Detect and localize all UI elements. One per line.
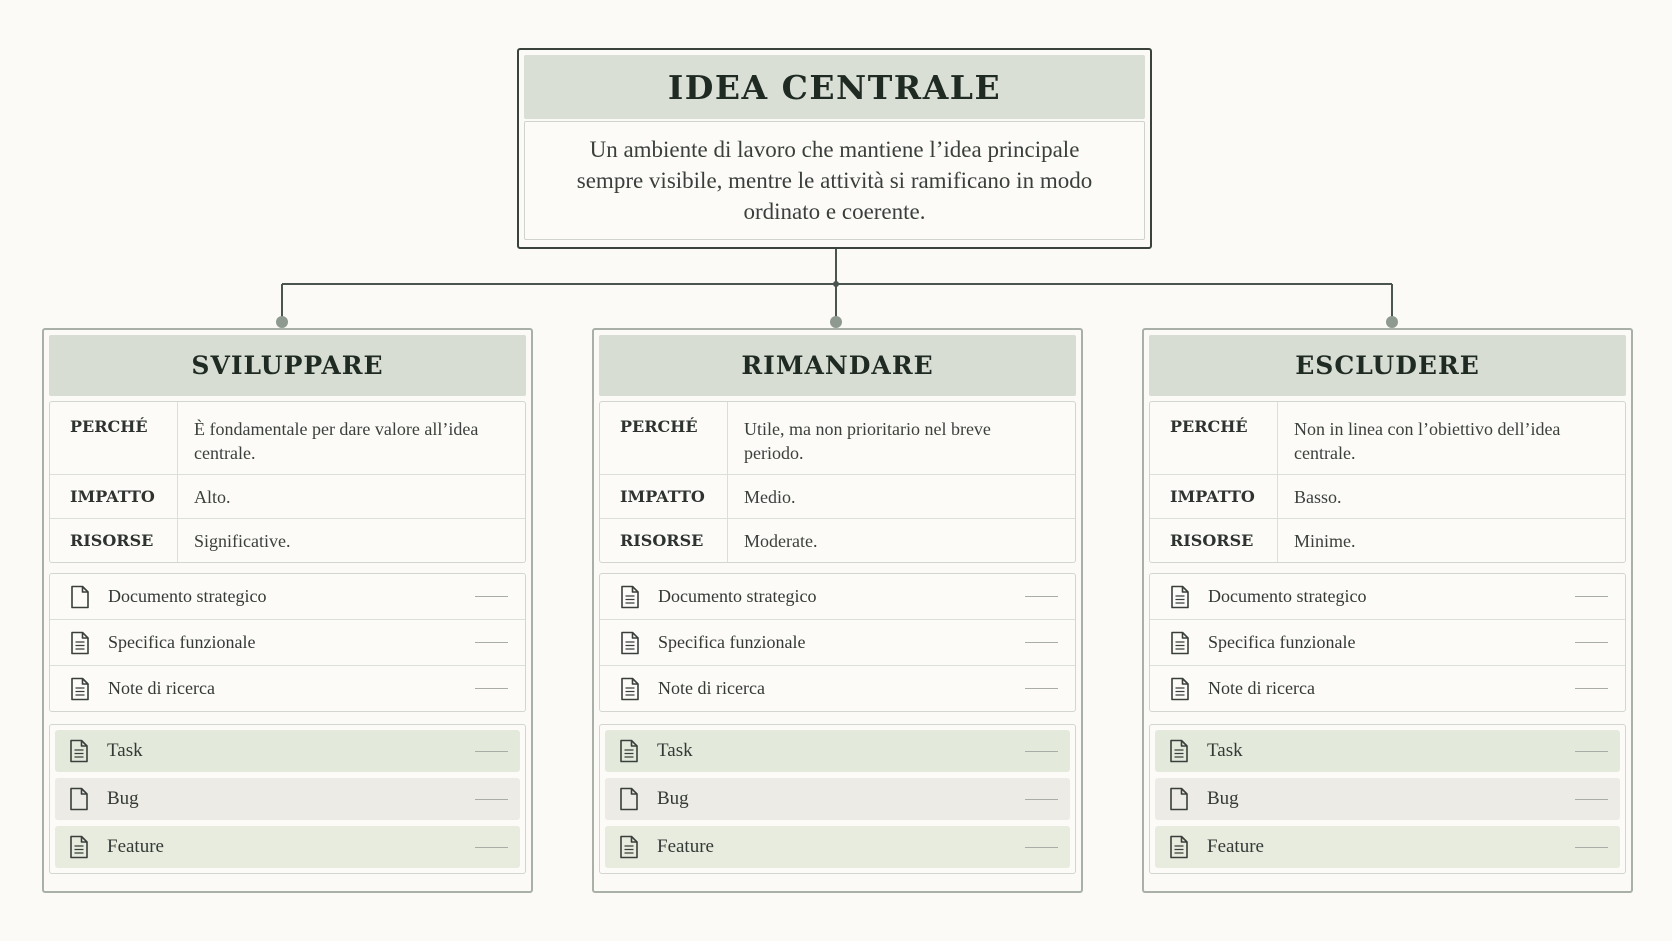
dash-line	[475, 596, 508, 597]
document-list	[599, 573, 1076, 712]
info-row	[1150, 519, 1625, 562]
info-row	[50, 519, 525, 562]
type-item-bug[interactable]	[605, 778, 1070, 820]
connector-junction-dot	[833, 281, 839, 287]
type-label: Feature	[107, 836, 164, 857]
dash-line	[475, 799, 508, 800]
info-label: IMPATTO	[1150, 475, 1278, 518]
info-value: Alto.	[194, 486, 231, 507]
dash-line	[1025, 642, 1058, 643]
dash-line	[1575, 596, 1608, 597]
document-icon	[69, 787, 89, 811]
info-row	[1150, 402, 1625, 475]
document-icon	[70, 585, 90, 609]
document-icon	[619, 787, 639, 811]
branch-title: RIMANDARE	[599, 335, 1076, 396]
document-label: Note di ricerca	[1208, 678, 1315, 698]
info-value: Non in linea con l’obiettivo dell’idea centrale.	[1294, 419, 1561, 463]
connector-dot-left	[276, 316, 288, 328]
dash-line	[475, 688, 508, 689]
type-item-task[interactable]	[55, 730, 520, 772]
document-label: Documento strategico	[1208, 586, 1367, 606]
document-lines-icon	[69, 739, 89, 763]
item-type-list	[49, 724, 526, 874]
document-list	[49, 573, 526, 712]
document-lines-icon	[1169, 835, 1189, 859]
type-label: Feature	[657, 836, 714, 857]
info-label: PERCHÉ	[1150, 402, 1278, 474]
branch-info-table	[599, 401, 1076, 563]
info-row	[50, 475, 525, 519]
dash-line	[1025, 596, 1058, 597]
document-lines-icon	[1169, 739, 1189, 763]
document-label: Note di ricerca	[108, 678, 215, 698]
dash-line	[475, 642, 508, 643]
document-label: Documento strategico	[658, 586, 817, 606]
document-label: Specifica funzionale	[658, 632, 806, 652]
document-item[interactable]	[1150, 574, 1625, 620]
type-label: Task	[657, 740, 693, 761]
branch-title: SVILUPPARE	[49, 335, 526, 396]
dash-line	[1575, 642, 1608, 643]
dash-line	[475, 847, 508, 848]
dash-line	[1575, 688, 1608, 689]
document-lines-icon	[619, 835, 639, 859]
dash-line	[1575, 751, 1608, 752]
document-label: Specifica funzionale	[1208, 632, 1356, 652]
document-label: Note di ricerca	[658, 678, 765, 698]
info-value: Basso.	[1294, 486, 1342, 507]
info-label: IMPATTO	[600, 475, 728, 518]
type-item-bug[interactable]	[55, 778, 520, 820]
document-lines-icon	[619, 739, 639, 763]
document-item[interactable]	[1150, 620, 1625, 666]
item-type-list	[599, 724, 1076, 874]
type-item-task[interactable]	[605, 730, 1070, 772]
document-list	[1149, 573, 1626, 712]
type-label: Bug	[1207, 788, 1239, 809]
document-lines-icon	[1170, 585, 1190, 609]
document-lines-icon	[70, 631, 90, 655]
document-lines-icon	[620, 631, 640, 655]
info-row	[600, 475, 1075, 519]
document-lines-icon	[620, 585, 640, 609]
info-label: PERCHÉ	[600, 402, 728, 474]
type-label: Task	[107, 740, 143, 761]
type-item-feature[interactable]	[55, 826, 520, 868]
item-type-list	[1149, 724, 1626, 874]
info-row	[1150, 475, 1625, 519]
dash-line	[1025, 847, 1058, 848]
document-lines-icon	[620, 677, 640, 701]
dash-line	[1575, 799, 1608, 800]
dash-line	[1025, 688, 1058, 689]
info-value: Utile, ma non prioritario nel breve periodo.	[744, 419, 991, 463]
info-row	[50, 402, 525, 475]
branch-title: ESCLUDERE	[1149, 335, 1626, 396]
document-item[interactable]	[600, 620, 1075, 666]
branch-card-sviluppare	[42, 328, 533, 893]
type-label: Task	[1207, 740, 1243, 761]
type-item-feature[interactable]	[605, 826, 1070, 868]
type-label: Feature	[1207, 836, 1264, 857]
type-item-task[interactable]	[1155, 730, 1620, 772]
document-item[interactable]	[50, 620, 525, 666]
info-label: RISORSE	[600, 519, 728, 562]
info-value: Significative.	[194, 530, 291, 551]
document-item[interactable]	[600, 574, 1075, 620]
branch-info-table	[49, 401, 526, 563]
info-value: È fondamentale per dare valore all’idea centrale.	[194, 419, 479, 463]
connector-dot-middle	[830, 316, 842, 328]
info-value: Moderate.	[744, 530, 818, 551]
central-idea-card	[517, 48, 1152, 249]
info-label: IMPATTO	[50, 475, 178, 518]
branch-card-escludere	[1142, 328, 1633, 893]
document-lines-icon	[69, 835, 89, 859]
document-lines-icon	[70, 677, 90, 701]
info-row	[600, 402, 1075, 475]
document-item[interactable]	[600, 666, 1075, 711]
branch-info-table	[1149, 401, 1626, 563]
document-item[interactable]	[50, 666, 525, 711]
document-lines-icon	[1170, 631, 1190, 655]
dash-line	[475, 751, 508, 752]
info-row	[600, 519, 1075, 562]
info-label: RISORSE	[1150, 519, 1278, 562]
connector-dot-right	[1386, 316, 1398, 328]
info-label: RISORSE	[50, 519, 178, 562]
document-item[interactable]	[50, 574, 525, 620]
branch-card-rimandare	[592, 328, 1083, 893]
info-value: Minime.	[1294, 530, 1356, 551]
type-label: Bug	[107, 788, 139, 809]
document-label: Specifica funzionale	[108, 632, 256, 652]
info-label: PERCHÉ	[50, 402, 178, 474]
document-icon	[1169, 787, 1189, 811]
type-label: Bug	[657, 788, 689, 809]
central-idea-description: Un ambiente di lavoro che mantiene l’idea principale sempre visibile, mentre le attività si ramificano in modo ordinato e coerente.	[524, 121, 1145, 240]
document-label: Documento strategico	[108, 586, 267, 606]
type-item-bug[interactable]	[1155, 778, 1620, 820]
dash-line	[1025, 799, 1058, 800]
document-lines-icon	[1170, 677, 1190, 701]
central-idea-title: IDEA CENTRALE	[524, 55, 1145, 119]
document-item[interactable]	[1150, 666, 1625, 711]
type-item-feature[interactable]	[1155, 826, 1620, 868]
dash-line	[1575, 847, 1608, 848]
dash-line	[1025, 751, 1058, 752]
info-value: Medio.	[744, 486, 796, 507]
